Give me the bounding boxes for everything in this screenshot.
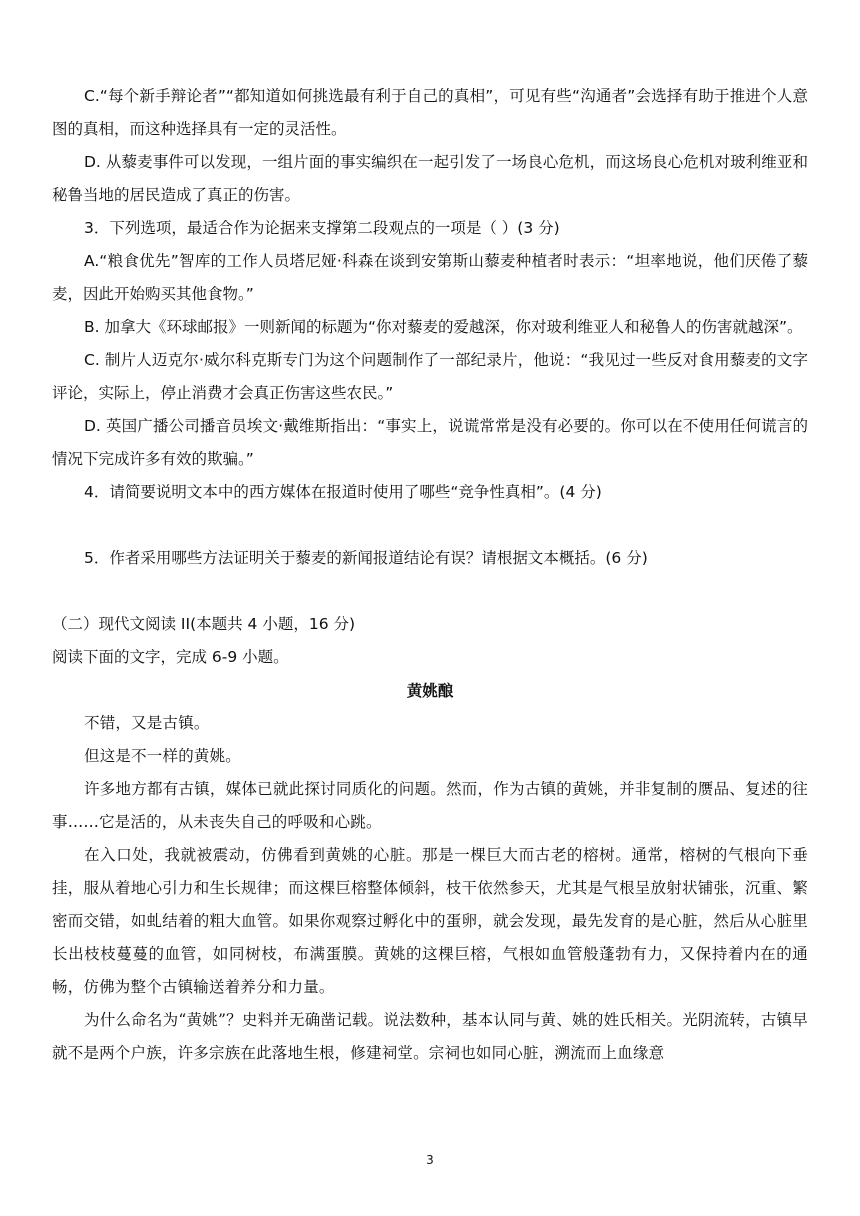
option-3b: B. 加拿大《环球邮报》一则新闻的标题为“你对藜麦的爱越深，你对玻利维亚人和秘鲁人的伤害就越深”。 — [84, 318, 803, 336]
option-3c: C. 制片人迈克尔·威尔科克斯专门为这个问题制作了一部纪录片，他说：“我见过一些反对食用藜麦的文字评论，实际上，停止消费才会真正伤害这些农民。” — [52, 351, 808, 402]
article-paragraph: 在入口处，我就被震动，仿佛看到黄姚的心脏。那是一棵巨大而古老的榕树。通常，榕树的气根向下垂挂，服从着地心引力和生长规律；而这棵巨榕整体倾斜，枝干依然参天，尤其是气根呈放射状铺张，沉重、繁密而交错，如虬结着的粗大血管。如果你观察过孵化中的蛋卵，就会发现，最先发育的是心脏，然后从心脏里长出枝枝蔓蔓的血管，如同树枝，布满蛋膜。黄姚的这棵巨榕，气根如血管般蓬勃有力，又保持着内在的通畅，仿佛为整个古镇输送着养分和力量。 — [52, 846, 808, 996]
article-paragraph: 许多地方都有古镇，媒体已就此探讨同质化的问题。然而，作为古镇的黄姚，并非复制的赝品、复述的往事……它是活的，从未丧失自己的呼吸和心跳。 — [52, 780, 808, 831]
option-2c: C.“每个新手辩论者”“都知道如何挑选最有利于自己的真相”，可见有些“沟通者”会选择有助于推进个人意图的真相，而这种选择具有一定的灵活性。 — [52, 87, 808, 138]
section-instruction: 阅读下面的文字，完成 6-9 小题。 — [52, 648, 289, 666]
article-paragraph: 为什么命名为“黄姚”？史料并无确凿记载。说法数种，基本认同与黄、姚的姓氏相关。光阴流转，古镇早就不是两个户族，许多宗族在此落地生根，修建祠堂。宗祠也如同心脏，溯流而上血缘意 — [52, 1011, 808, 1062]
page-number: 3 — [426, 1153, 434, 1167]
answer-space — [52, 575, 808, 608]
article-paragraph: 不错，又是古镇。 — [84, 714, 210, 732]
question-5: 5．作者采用哪些方法证明关于藜麦的新闻报道结论有误？请根据文本概括。(6 分) — [84, 549, 648, 567]
article-paragraph: 但这是不一样的黄姚。 — [84, 747, 242, 765]
article-title: 黄姚酿 — [406, 681, 454, 700]
answer-space — [52, 509, 808, 542]
option-2d: D. 从藜麦事件可以发现，一组片面的事实编织在一起引发了一场良心危机，而这场良心危机对玻利维亚和秘鲁当地的居民造成了真正的伤害。 — [52, 153, 808, 204]
question-3-stem: 3．下列选项，最适合作为论据来支撑第二段观点的一项是（ ）(3 分) — [84, 219, 560, 237]
option-3a: A.“粮食优先”智库的工作人员塔尼娅·科森在谈到安第斯山藜麦种植者时表示：“坦率地说，他们厌倦了藜麦，因此开始购买其他食物。” — [52, 252, 808, 303]
option-3d: D. 英国广播公司播音员埃文·戴维斯指出：“事实上，说谎常常是没有必要的。你可以在不使用任何谎言的情况下完成许多有效的欺骗。” — [52, 417, 808, 468]
section-heading: （二）现代文阅读 II(本题共 4 小题，16 分) — [52, 615, 356, 633]
question-4: 4．请简要说明文本中的西方媒体在报道时使用了哪些“竞争性真相”。(4 分) — [84, 483, 602, 501]
